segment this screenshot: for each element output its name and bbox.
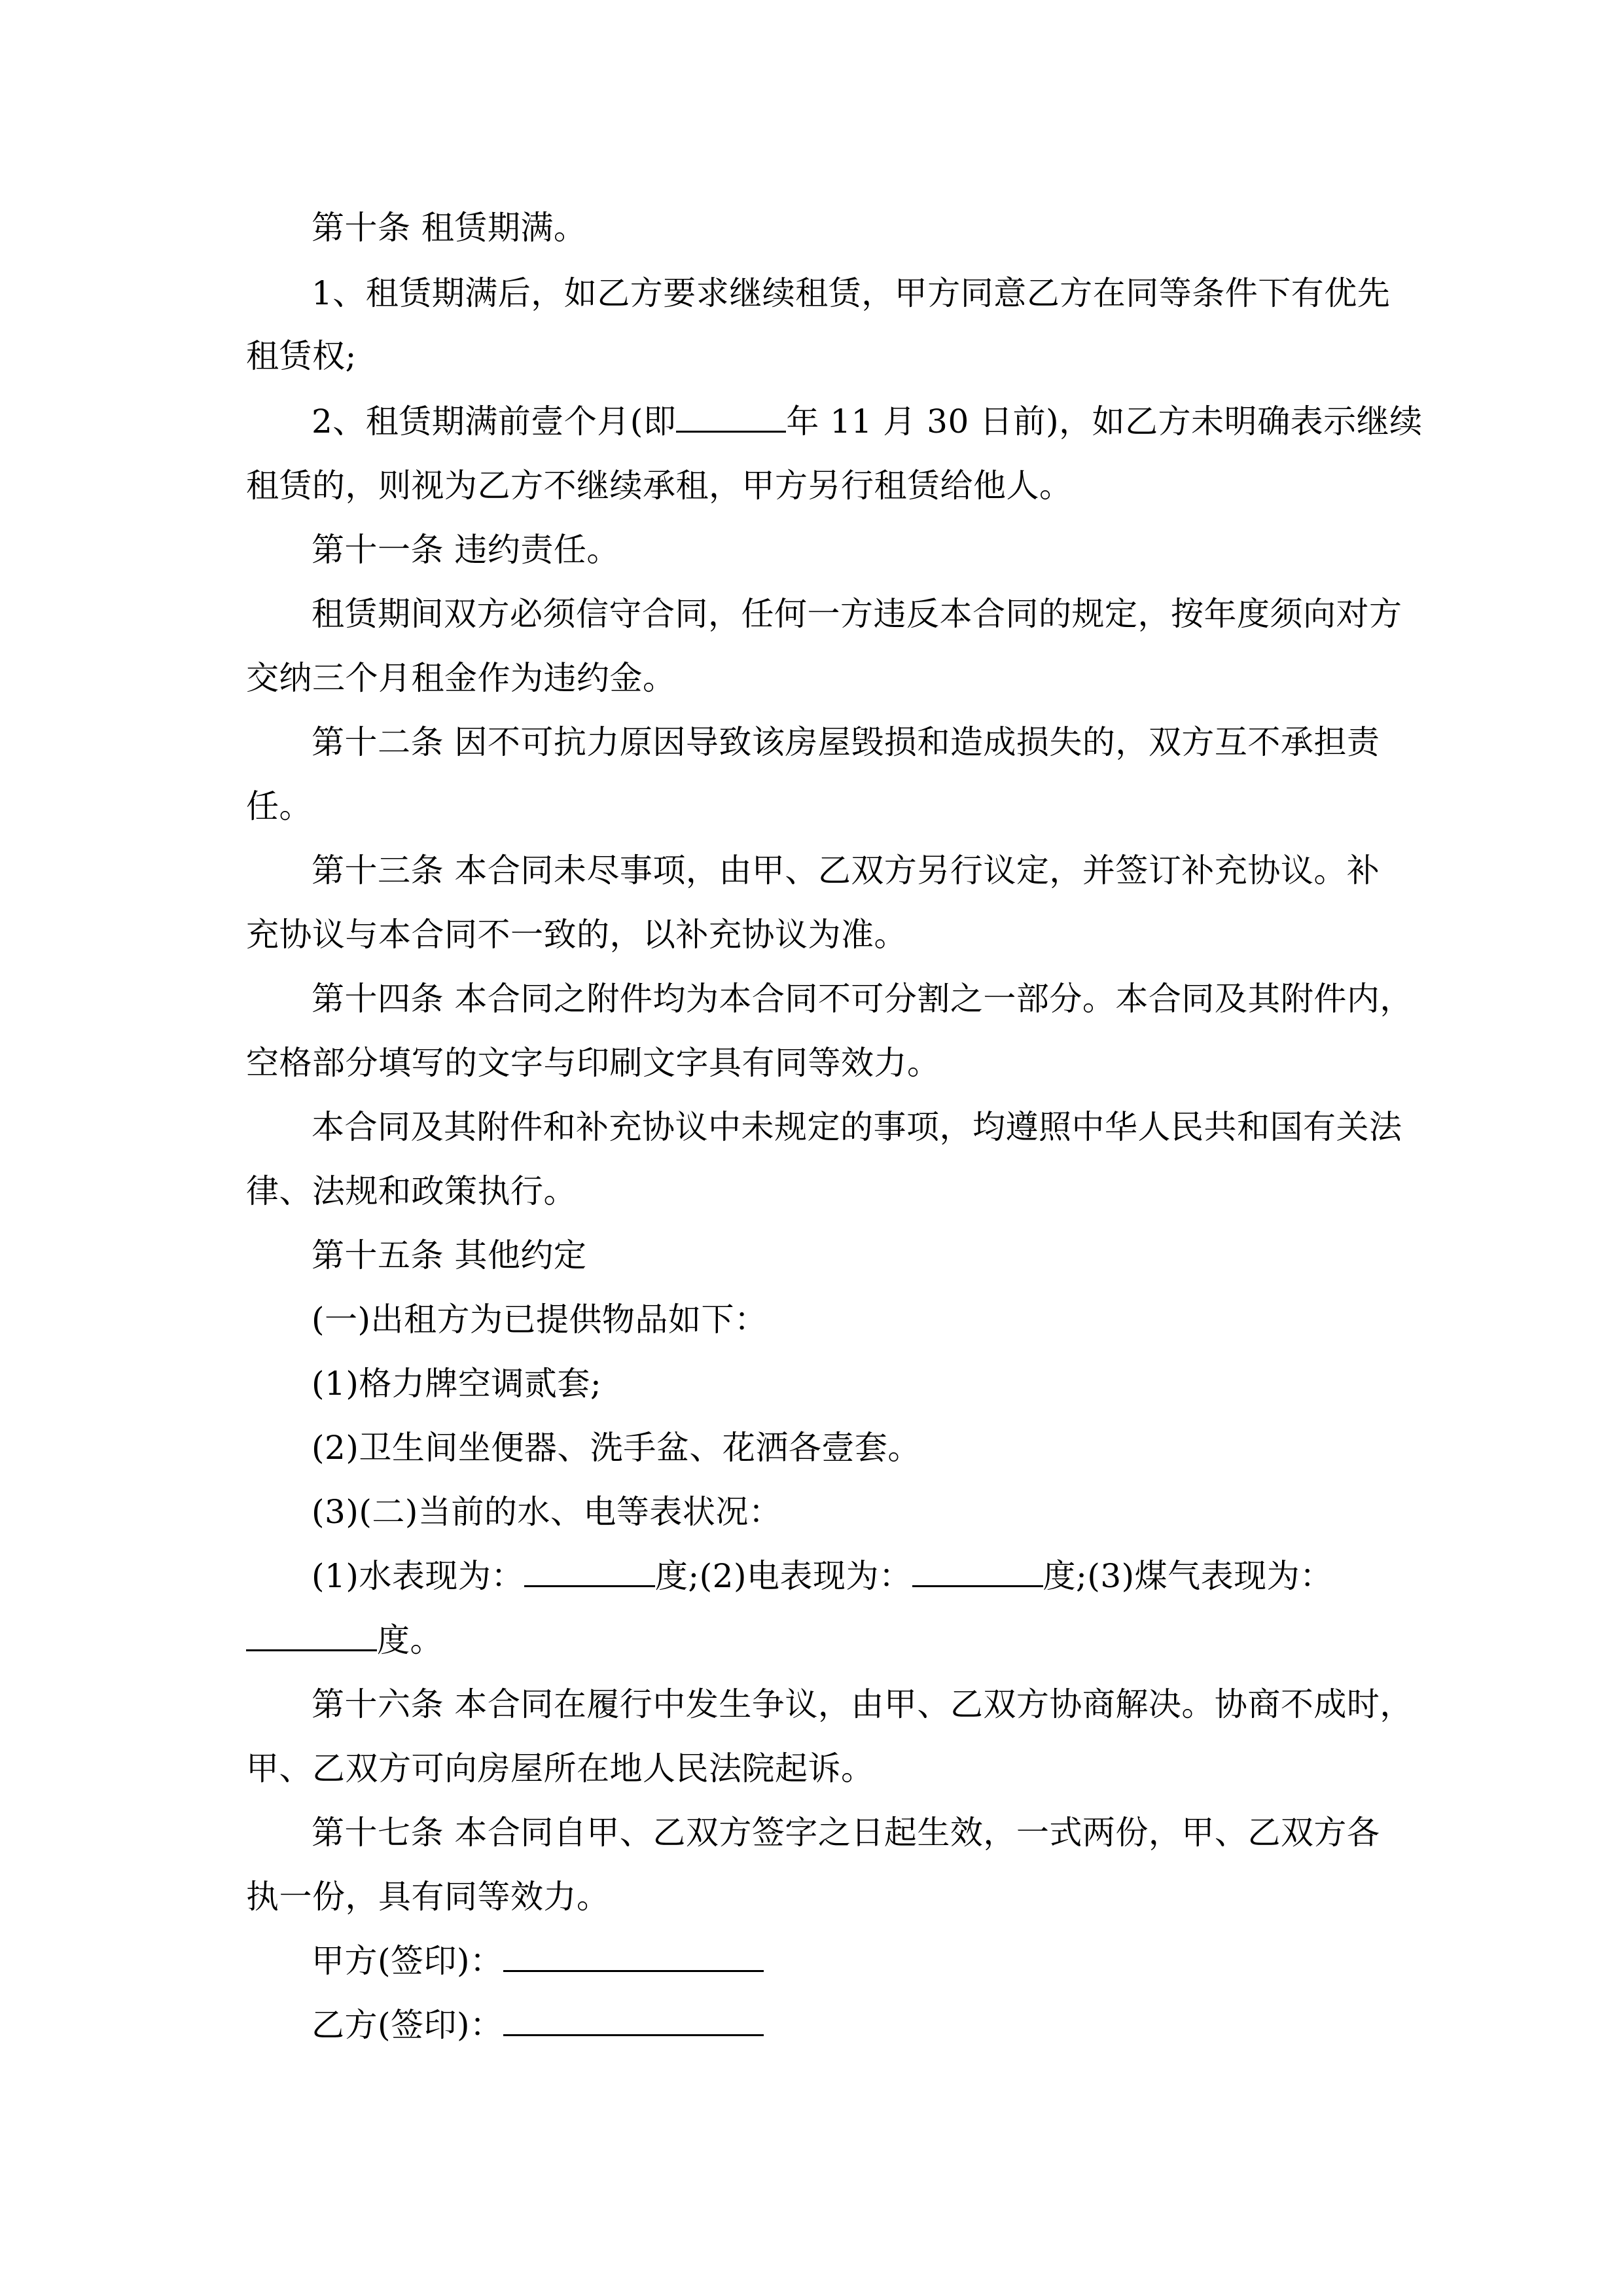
meter-readings-cont: [246, 1621, 443, 1660]
party-b-signature: [312, 2005, 764, 2045]
line-text: 度;(3)煤气表现为：: [1043, 1557, 1333, 1595]
article-11-heading: [312, 530, 620, 569]
line-text: 乙方(签印)：: [312, 2006, 503, 2044]
article-17: [312, 1813, 1380, 1852]
article-14: [312, 979, 1413, 1018]
party-a-signature: [312, 1941, 764, 1981]
line-text: 2、租赁期满前壹个月(即: [312, 403, 677, 440]
line-text: 空格部分填写的文字与印刷文字具有同等效力。: [246, 1044, 940, 1082]
meter-status-heading: [312, 1492, 781, 1532]
line-text: 律、法规和政策执行。: [246, 1172, 577, 1210]
line-text: 本合同及其附件和补充协议中未规定的事项，均遵照中华人民共和国有关法: [312, 1108, 1402, 1146]
line-text: 第十条 租赁期满。: [312, 209, 587, 247]
line-text: 年 11 月 30 日前)，如乙方未明确表示继续: [786, 403, 1423, 440]
line-text: 甲、乙双方可向房屋所在地人民法院起诉。: [246, 1749, 874, 1787]
legal-basis: [312, 1107, 1402, 1147]
article-10-heading: [312, 208, 586, 247]
line-text: (一)出租方为已提供物品如下：: [312, 1300, 768, 1338]
meter-readings: [312, 1556, 1333, 1596]
party-a-signature-blank[interactable]: [503, 1941, 764, 1972]
line-text: (1)格力牌空调贰套;: [312, 1365, 602, 1403]
article-15-heading: [312, 1236, 586, 1275]
article-16-cont: [246, 1749, 874, 1788]
gas-meter-blank[interactable]: [246, 1621, 377, 1651]
line-text: 交纳三个月租金作为违约金。: [246, 659, 676, 697]
line-text: 1、租赁期满后，如乙方要求继续租赁，甲方同意乙方在同等条件下有优先: [312, 274, 1391, 312]
line-text: (3)(二)当前的水、电等表状况：: [312, 1493, 782, 1531]
line-text: 租赁权;: [246, 337, 357, 375]
line-text: 租赁期间双方必须信守合同，任何一方违反本合同的规定，按年度须向对方: [312, 595, 1402, 633]
line-text: 第十五条 其他约定: [312, 1236, 587, 1274]
year-blank[interactable]: [676, 402, 786, 433]
article-10-item-1-cont: [246, 336, 357, 376]
article-12-cont: [246, 787, 312, 826]
line-text: 任。: [246, 787, 312, 825]
line-text: 第十七条 本合同自甲、乙双方签字之日起生效，一式两份，甲、乙双方各: [312, 1814, 1380, 1852]
party-b-signature-blank[interactable]: [503, 2005, 764, 2036]
article-10-item-2: [312, 402, 1423, 441]
legal-basis-cont: [246, 1172, 577, 1211]
line-text: 度;(2)电表现为：: [654, 1557, 912, 1595]
water-meter-blank[interactable]: [524, 1556, 655, 1587]
line-text: 第十三条 本合同未尽事项，由甲、乙双方另行议定，并签订补充协议。补: [312, 852, 1380, 889]
article-14-cont: [246, 1043, 940, 1083]
article-11-body-cont: [246, 658, 676, 698]
line-text: (2)卫生间坐便器、洗手盆、花洒各壹套。: [312, 1429, 921, 1467]
article-10-item-1: [312, 274, 1390, 313]
article-13-cont: [246, 915, 907, 954]
provided-items-heading: [312, 1300, 768, 1339]
electric-meter-blank[interactable]: [912, 1556, 1043, 1587]
line-text: 第十四条 本合同之附件均为本合同不可分割之一部分。本合同及其附件内，: [312, 980, 1413, 1018]
line-text: (1)水表现为：: [312, 1557, 524, 1595]
line-text: 第十一条 违约责任。: [312, 531, 620, 569]
line-text: 第十二条 因不可抗力原因导致该房屋毁损和造成损失的，双方互不承担责: [312, 723, 1380, 761]
article-13: [312, 851, 1380, 890]
line-text: 执一份，具有同等效力。: [246, 1878, 610, 1916]
provided-item-2: [312, 1428, 921, 1467]
line-text: 租赁的，则视为乙方不继续承租，甲方另行租赁给他人。: [246, 467, 1073, 505]
article-16: [312, 1685, 1413, 1724]
article-10-item-2-cont: [246, 466, 1073, 505]
provided-item-1: [312, 1364, 601, 1403]
article-17-cont: [246, 1877, 610, 1916]
line-text: 度。: [377, 1621, 443, 1659]
line-text: 甲方(签印)：: [312, 1942, 503, 1980]
line-text: 充协议与本合同不一致的，以补充协议为准。: [246, 916, 907, 954]
article-11-body: [312, 594, 1402, 634]
article-12: [312, 723, 1380, 762]
line-text: 第十六条 本合同在履行中发生争议，由甲、乙双方协商解决。协商不成时，: [312, 1685, 1413, 1723]
